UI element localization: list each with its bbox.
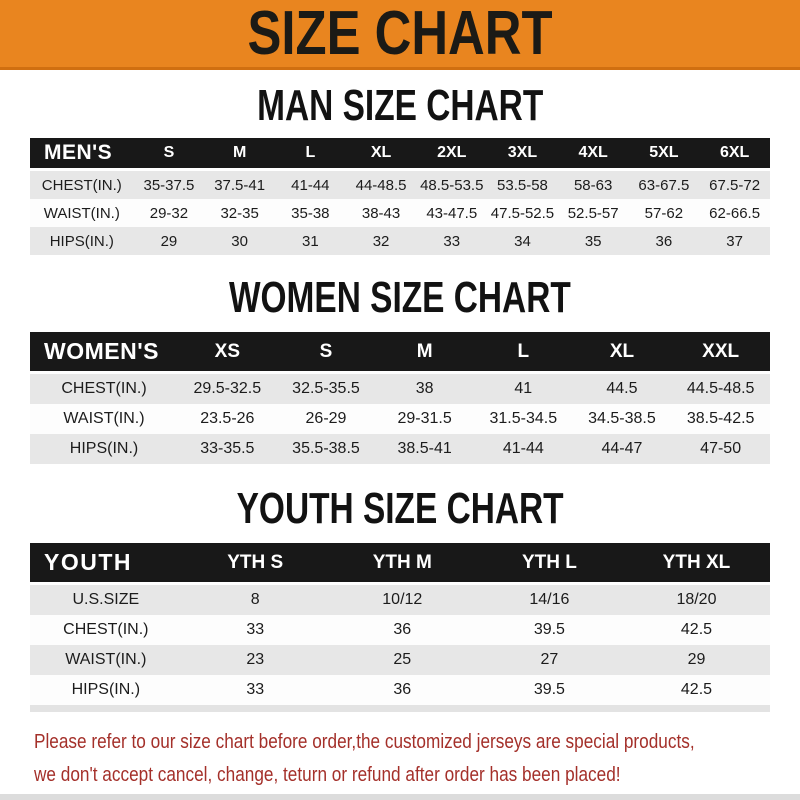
measurement-row — [30, 645, 770, 675]
men-size-table — [30, 138, 770, 255]
size-value-cell: 26-29 — [305, 410, 347, 427]
size-value-cell: 53.5-58 — [497, 176, 548, 194]
size-value-cell: 23 — [246, 651, 265, 668]
size-value-cell: 37 — [726, 232, 743, 250]
bottom-strip — [0, 794, 800, 800]
size-value-cell: 23.5-26 — [200, 410, 255, 427]
size-value-cell: 31.5-34.5 — [489, 410, 558, 427]
size-value-cell: 41 — [514, 380, 533, 397]
size-value-cell: 67.5-72 — [709, 176, 761, 194]
size-value-cell: 35 — [584, 232, 602, 250]
size-value-cell: 43-47.5 — [426, 204, 478, 222]
size-value-cell: 10/12 — [382, 591, 423, 608]
size-column-header: 4XL — [558, 138, 629, 171]
size-value-cell: 33-35.5 — [200, 440, 255, 457]
size-column-header: S — [277, 332, 376, 374]
size-column-header: L — [474, 332, 573, 374]
size-column-header: M — [375, 332, 474, 374]
measurement-row — [30, 615, 770, 645]
row-label: HIPS(IN.) — [49, 232, 114, 250]
size-value-cell: 25 — [393, 651, 412, 668]
youth-table-header — [30, 543, 770, 585]
measurement-row — [30, 585, 770, 615]
size-value-cell: 8 — [250, 591, 260, 608]
size-column-header: M — [204, 138, 275, 171]
size-value-cell: 18/20 — [676, 591, 717, 608]
row-label: WAIST(IN.) — [65, 651, 147, 668]
measurement-row — [30, 374, 770, 404]
size-value-cell: 36 — [655, 232, 673, 250]
women-table-header — [30, 332, 770, 374]
row-label: WAIST(IN.) — [63, 410, 145, 427]
size-column-header: YTH XL — [623, 543, 770, 585]
size-value-cell: 38.5-42.5 — [686, 410, 755, 427]
size-value-cell: 62-66.5 — [709, 204, 761, 222]
size-value-cell: 44.5-48.5 — [686, 380, 755, 397]
size-value-cell: 27 — [540, 651, 559, 668]
size-column-header: XXL — [671, 332, 770, 374]
size-column-header: S — [134, 138, 205, 171]
table-title-cell: MEN'S — [30, 138, 134, 171]
size-column-header: YTH M — [329, 543, 476, 585]
table-title-cell: YOUTH — [30, 543, 182, 585]
men-section — [0, 83, 800, 255]
men-table-body — [30, 171, 770, 255]
size-value-cell: 36 — [393, 681, 412, 698]
size-value-cell: 32.5-35.5 — [292, 380, 360, 397]
size-header-row — [30, 543, 770, 585]
size-value-cell: 30 — [231, 232, 248, 250]
size-column-header: XL — [346, 138, 417, 171]
women-table-body — [30, 374, 770, 464]
size-value-cell: 57-62 — [644, 204, 684, 222]
page-title: SIZE CHART — [247, 0, 553, 68]
size-value-cell: 42.5 — [680, 681, 713, 698]
size-value-cell: 33 — [246, 621, 265, 638]
size-value-cell: 39.5 — [533, 681, 565, 698]
size-value-cell: 33 — [443, 232, 461, 250]
measurement-row — [30, 199, 770, 227]
size-value-cell: 38.5-41 — [397, 440, 452, 457]
size-value-cell: 52.5-57 — [567, 204, 619, 222]
men-section-heading: MAN SIZE CHART — [256, 81, 544, 130]
size-column-header: XS — [178, 332, 277, 374]
row-label: HIPS(IN.) — [71, 681, 141, 698]
size-value-cell: 29 — [687, 651, 706, 668]
youth-section — [0, 486, 800, 712]
youth-section-heading: YOUTH SIZE CHART — [236, 484, 564, 533]
size-value-cell: 47.5-52.5 — [490, 204, 555, 222]
size-value-cell: 63-67.5 — [638, 176, 690, 194]
footer-note-line1: Please refer to our size chart before order,the customized jerseys are special products, — [34, 731, 695, 753]
size-value-cell: 44-47 — [601, 440, 643, 457]
size-column-header: YTH S — [182, 543, 329, 585]
size-value-cell: 41-44 — [502, 440, 544, 457]
size-value-cell: 34 — [514, 232, 531, 250]
row-label: CHEST(IN.) — [61, 380, 147, 397]
table-title-cell: WOMEN'S — [30, 332, 178, 374]
size-value-cell: 29-32 — [149, 204, 189, 222]
women-section-heading: WOMEN SIZE CHART — [229, 273, 571, 322]
size-column-header: L — [275, 138, 346, 171]
size-value-cell: 35.5-38.5 — [292, 440, 360, 457]
row-label: HIPS(IN.) — [69, 440, 139, 457]
size-value-cell: 29 — [160, 232, 178, 250]
size-column-header: 2XL — [416, 138, 487, 171]
youth-size-table — [30, 543, 770, 705]
size-value-cell: 34.5-38.5 — [588, 410, 656, 427]
size-header-row — [30, 138, 770, 171]
footer-note-line2: we don't accept cancel, change, teturn or refund after order has been placed! — [34, 764, 621, 786]
size-value-cell: 58-63 — [573, 176, 613, 194]
row-label: CHEST(IN.) — [63, 621, 149, 638]
size-value-cell: 29.5-32.5 — [193, 380, 262, 397]
size-value-cell: 38-43 — [361, 204, 401, 222]
women-size-table — [30, 332, 770, 464]
measurement-row — [30, 675, 770, 705]
measurement-row — [30, 434, 770, 464]
size-value-cell: 31 — [302, 232, 319, 250]
women-section — [0, 275, 800, 464]
size-value-cell: 14/16 — [529, 591, 570, 608]
size-value-cell: 29-31.5 — [397, 410, 452, 427]
measurement-row — [30, 171, 770, 199]
size-value-cell: 44.5 — [606, 380, 638, 397]
size-column-header: 5XL — [629, 138, 700, 171]
size-column-header: XL — [573, 332, 672, 374]
size-value-cell: 36 — [393, 621, 412, 638]
size-value-cell: 35-38 — [291, 204, 330, 222]
size-value-cell: 38 — [415, 380, 434, 397]
measurement-row — [30, 227, 770, 255]
men-table-header — [30, 138, 770, 171]
footer-note — [34, 726, 800, 792]
youth-table-bottom-strip — [30, 705, 770, 712]
row-label: WAIST(IN.) — [43, 204, 120, 222]
size-value-cell: 35-37.5 — [143, 176, 195, 194]
size-column-header: YTH L — [476, 543, 623, 585]
size-value-cell: 48.5-53.5 — [420, 176, 484, 194]
size-value-cell: 44-48.5 — [355, 176, 407, 194]
row-label: CHEST(IN.) — [41, 176, 122, 194]
size-value-cell: 47-50 — [700, 440, 742, 457]
banner — [0, 0, 800, 70]
size-value-cell: 42.5 — [680, 621, 713, 638]
size-value-cell: 39.5 — [533, 621, 565, 638]
size-column-header: 6XL — [699, 138, 770, 171]
size-value-cell: 41-44 — [291, 176, 330, 194]
youth-table-body — [30, 585, 770, 705]
size-header-row — [30, 332, 770, 374]
row-label: U.S.SIZE — [72, 591, 140, 608]
size-value-cell: 32-35 — [220, 204, 259, 222]
size-value-cell: 32 — [372, 232, 390, 250]
size-value-cell: 37.5-41 — [214, 176, 266, 194]
size-value-cell: 33 — [246, 681, 265, 698]
measurement-row — [30, 404, 770, 434]
size-column-header: 3XL — [487, 138, 558, 171]
